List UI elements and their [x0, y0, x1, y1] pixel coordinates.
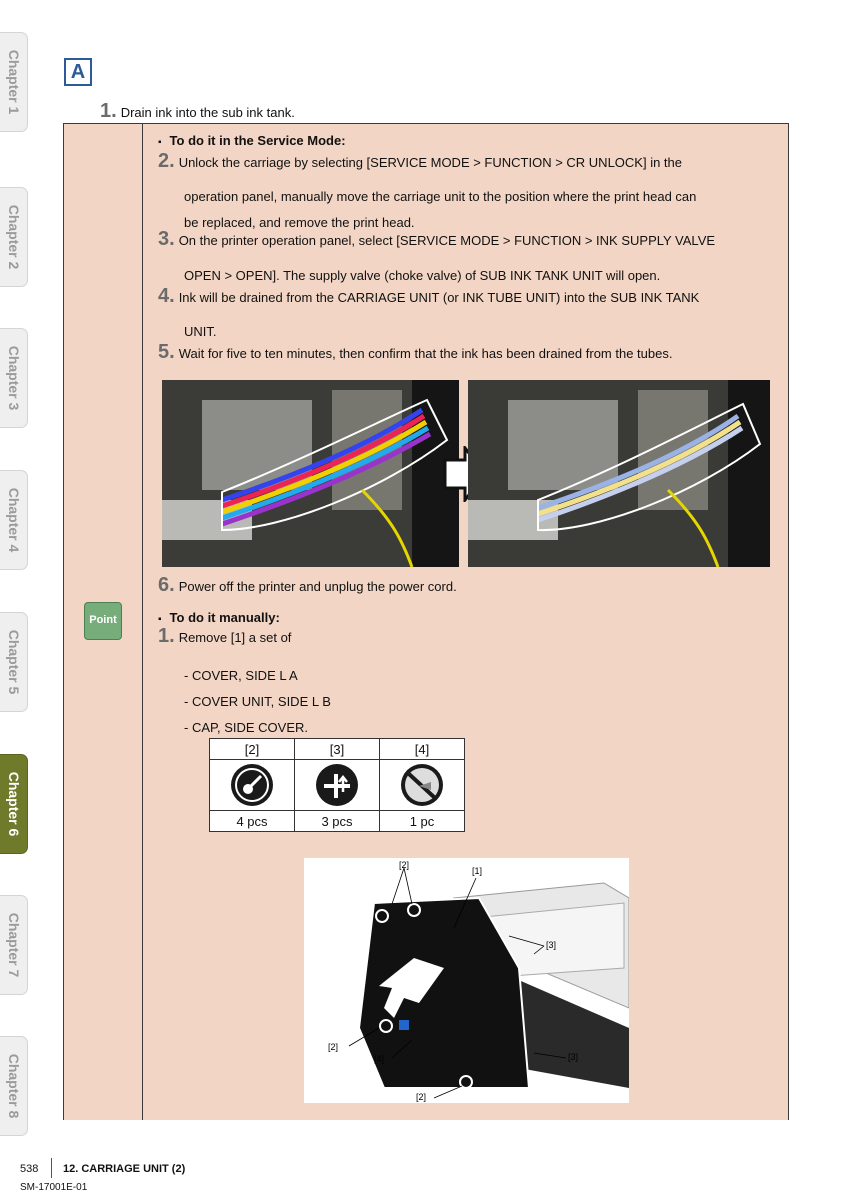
tools-table: [209, 738, 465, 832]
step-number: 3.: [158, 228, 175, 250]
tools-header: [2]: [210, 739, 295, 760]
step-text: Power off the printer and unplug the power cord.: [178, 579, 457, 594]
point-icon: Point: [84, 602, 122, 640]
tab-chapter-1[interactable]: [0, 32, 28, 132]
manual-heading: ▪ To do it manually:: [158, 609, 280, 629]
tab-label: Chapter 5: [5, 629, 22, 695]
tab-chapter-5[interactable]: [0, 612, 28, 712]
tab-label: Chapter 2: [5, 204, 22, 270]
page-number: 538: [20, 1163, 39, 1175]
tab-chapter-4[interactable]: [0, 470, 28, 570]
callout-4: [4]: [374, 1054, 385, 1064]
manual-step-1: [158, 627, 291, 647]
step-3-line-2: OPEN > OPEN]. The supply valve (choke valve) of SUB INK TANK UNIT will open.: [184, 268, 661, 283]
step-2-line-2: operation panel, manually move the carriage unit to the position where the print head can: [184, 189, 697, 204]
callout-1: [1]: [472, 866, 483, 876]
document-code: SM-17001E-01: [20, 1182, 88, 1193]
tools-header: [3]: [295, 739, 380, 760]
footer-divider: [51, 1158, 52, 1178]
tools-count: 1 pc: [380, 811, 465, 832]
tab-chapter-2[interactable]: [0, 187, 28, 287]
callout-3-top: [3]: [546, 940, 557, 950]
callout-2-bottom: [2]: [416, 1092, 427, 1102]
tab-label: Chapter 3: [5, 345, 22, 411]
tools-count: 4 pcs: [210, 811, 295, 832]
manual-item-3: - CAP, SIDE COVER.: [184, 720, 309, 735]
photo-before: [162, 380, 459, 567]
tab-chapter-8[interactable]: [0, 1036, 28, 1136]
photo-after: [468, 380, 770, 567]
step-number: 5.: [158, 341, 175, 363]
step-6: [158, 576, 457, 596]
tools-icon-cell: [295, 760, 380, 811]
tab-chapter-3[interactable]: [0, 328, 28, 428]
panel-divider: [142, 124, 143, 1120]
tab-chapter-6[interactable]: [0, 754, 28, 854]
tab-label: Chapter 8: [5, 1053, 22, 1119]
point-panel: [63, 123, 789, 1120]
side-cover-diagram: [304, 858, 629, 1103]
step-4-line-2: UNIT.: [184, 324, 217, 339]
tab-label: Chapter 6: [5, 771, 22, 837]
step-text: On the printer operation panel, select [SERVICE MODE > FUNCTION > INK SUPPLY VALVE: [178, 233, 716, 248]
step-5-line-1: [158, 343, 672, 363]
step-text: Ink will be drained from the CARRIAGE UNIT (or INK TUBE UNIT) into the SUB INK TANK: [178, 290, 700, 305]
step-number: 6.: [158, 574, 175, 596]
step-text: Wait for five to ten minutes, then confirm that the ink has been drained from the tubes.: [178, 346, 673, 361]
footer-title: 12. CARRIAGE UNIT (2): [63, 1163, 186, 1175]
step-text: Drain ink into the sub ink tank.: [120, 105, 295, 120]
tools-icon-cell: [210, 760, 295, 811]
tab-label: Chapter 7: [5, 912, 22, 978]
manual-item-1: - COVER, SIDE L A: [184, 668, 298, 683]
step-number: 1.: [100, 100, 117, 122]
tab-label: Chapter 4: [5, 487, 22, 553]
step-text: Unlock the carriage by selecting [SERVICE MODE > FUNCTION > CR UNLOCK] in the: [178, 155, 682, 170]
connector-icon: [401, 764, 443, 806]
claw-icon: [316, 764, 358, 806]
tools-header: [4]: [380, 739, 465, 760]
tab-chapter-7[interactable]: [0, 895, 28, 995]
screw-icon: [231, 764, 273, 806]
manual-item-2: - COVER UNIT, SIDE L B: [184, 694, 331, 709]
service-mode-heading: ▪ To do it in the Service Mode:: [158, 132, 346, 152]
photo-before-image: [162, 380, 459, 567]
step-3-line-1: [158, 230, 715, 250]
tab-label: Chapter 1: [5, 49, 22, 115]
side-cover-illustration: [304, 858, 629, 1103]
tools-icon-cell: [380, 760, 465, 811]
callout-3-right: [3]: [568, 1052, 579, 1062]
step-4-line-1: [158, 287, 699, 307]
step-text: Remove [1] a set of: [178, 630, 292, 645]
step-number: 2.: [158, 150, 175, 172]
callout-2-left: [2]: [328, 1042, 339, 1052]
callout-2-top: [2]: [399, 860, 410, 870]
photo-after-image: [468, 380, 770, 567]
tools-count: 3 pcs: [295, 811, 380, 832]
step-number: 1.: [158, 625, 175, 647]
step-1: [100, 100, 295, 123]
section-marker: A: [64, 58, 92, 86]
step-number: 4.: [158, 285, 175, 307]
step-2-line-1: [158, 152, 682, 172]
step-2-line-3: be replaced, and remove the print head.: [184, 215, 415, 230]
